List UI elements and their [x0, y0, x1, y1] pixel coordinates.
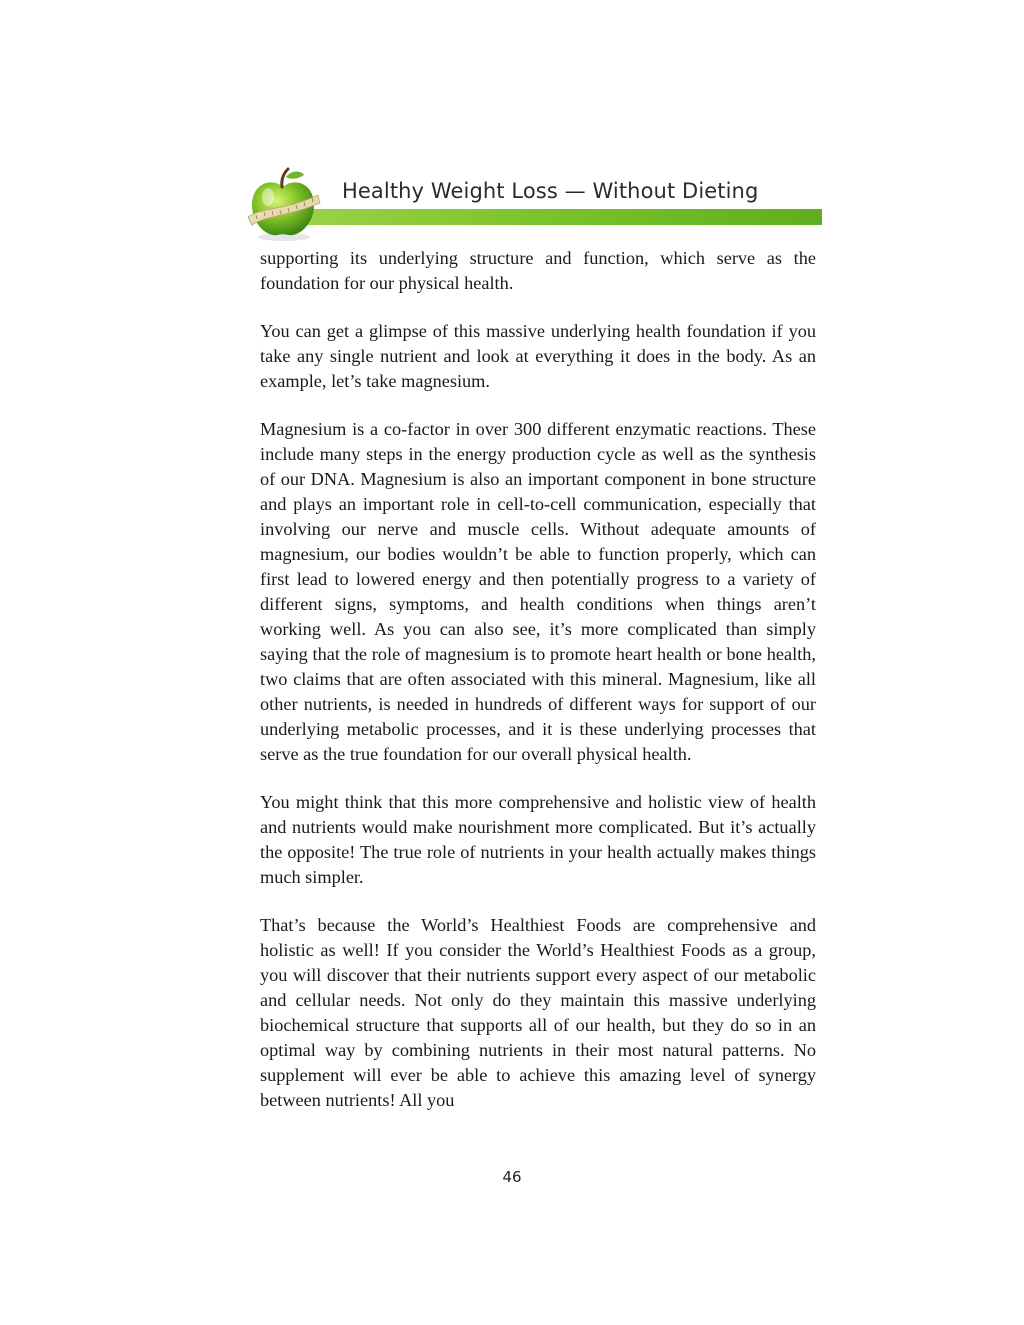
- body-paragraph: Magnesium is a co-factor in over 300 different enzymatic reactions. These include many steps in the energy production cycle as well as the synthesis of our DNA. Magnesium is also an important component in bone structure and plays an important role in cell-to-cell communication, especially that involving our nerve and muscle cells. Without adequate amounts of magnesium, our bodies wouldn’t be able to function properly, which can first lead to lowered energy and then potentially progress to a variety of different signs, symptoms, and health conditions when things aren’t working well. As you can also see, it’s more complicated than simply saying that the role of magnesium is to promote heart health or bone health, two claims that are often associated with this mineral. Magnesium, like all other nutrients, is needed in hundreds of different ways for support of our underlying metabolic processes, and it is these underlying processes that serve as the true foundation for our overall physical health.: [260, 419, 816, 764]
- body-paragraph: You can get a glimpse of this massive underlying health foundation if you take any single nutrient and look at everything it does in the body. As an example, let’s take magnesium.: [260, 321, 816, 391]
- page-header: [244, 165, 824, 245]
- body-paragraph: That’s because the World’s Healthiest Foods are comprehensive and holistic as well! If you consider the World’s Healthiest Foods as a group, you will discover that their nutrients support every aspect of our metabolic and cellular needs. Not only do they maintain this massive underlying biochemical structure that supports all of our health, but they do so in an optimal way by combining nutrients in their most natural patterns. No supplement will ever be able to achieve this amazing level of synergy between nutrients! All you: [260, 915, 816, 1110]
- body-paragraph: supporting its underlying structure and function, which serve as the foundation for our physical health.: [260, 248, 816, 293]
- body-paragraph: You might think that this more comprehensive and holistic view of health and nutrients would make nourishment more complicated. But it’s actually the opposite! The true role of nutrients in your health actually makes things much simpler.: [260, 792, 816, 887]
- header-accent-bar: [288, 209, 822, 225]
- running-header-title: Healthy Weight Loss — Without Dieting: [342, 179, 759, 203]
- green-apple-with-measuring-tape-icon: [244, 165, 322, 243]
- page-number: 46: [502, 1168, 522, 1186]
- page-body: [260, 246, 816, 1136]
